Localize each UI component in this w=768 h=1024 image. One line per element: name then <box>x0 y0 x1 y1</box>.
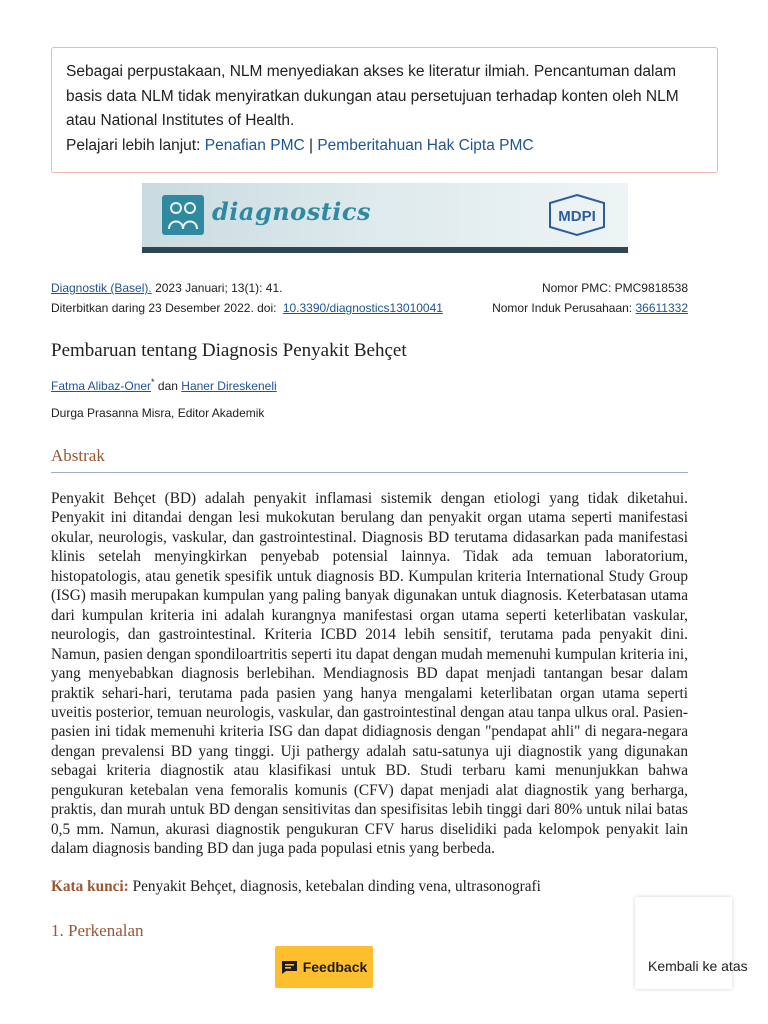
disclaimer-notice <box>51 47 718 173</box>
mdpi-logo-icon <box>546 193 608 237</box>
journal-link[interactable]: Diagnostik (Basel). <box>51 281 152 295</box>
learn-more-label: Pelajari lebih lanjut: <box>66 136 201 154</box>
back-to-top-label: Kembali ke atas <box>648 958 748 974</box>
section-heading-introduction: 1. Perkenalan <box>51 921 144 940</box>
journal-banner[interactable] <box>142 183 628 253</box>
journal-logo-icon <box>162 195 204 235</box>
keywords-line <box>51 878 688 896</box>
pmc-id: Nomor PMC: PMC9818538 <box>541 281 688 295</box>
published-line <box>51 301 443 315</box>
abstract-heading: Abstrak <box>51 446 688 473</box>
abstract-text: Penyakit Behçet (BD) adalah penyakit inflamasi sistemik dengan etiologi yang tidak diketahui. Penyakit ini ditandai dengan lesi mukokutan berulang dan penyakit organ utama seperti manifestasi okular, neurologis, vaskular, dan gastrointestinal. Diagnosis BD terutama didasarkan pada manifestasi klinis setelah menyingkirkan penyebab potensial lainnya. Tidak ada temuan laboratorium, histopatologis, atau genetik spesifik untuk diagnosis BD. Kumpulan kriteria International Study Group (ISG) masih merupakan kumpulan yang paling banyak digunakan untuk diagnosis. Keterbatasan utama dari kumpulan kriteria ini adalah kurangnya manifestasi organ utama seperti keterlibatan vaskular, neurologis, dan gastrointestinal. Kriteria ICBD 2014 lebih sensitif, terutama pada penyakit dini. Namun, pasien dengan spondiloartritis seperti itu dapat dengan mudah memenuhi kumpulan kriteria ini, yang menyebabkan diagnosis berlebihan. Mendiagnosis BD dapat menjadi tantangan besar dalam praktik sehari-hari, terutama pada pasien yang hanya mengalami keterlibatan organ utama seperti uveitis posterior, temuan neurologis, vaskular, dan gastrointestinal dengan atau tanpa ulkus oral. Pasien-pasien ini tidak memenuhi kriteria ISG dan dapat didiagnosis dengan "pendapat ahli" di negara-negara dengan prevalensi BD yang tinggi. Uji pathergy adalah satu-satunya uji diagnostik yang digunakan sebagai kriteria diagnostik atau klasifikasi untuk BD. Studi terbaru kami menunjukkan bahwa pengukuran ketebalan vena femoralis komunis (CFV) dapat menjadi alat diagnostik yang berharga, praktis, dan murah untuk BD dengan sensitivitas dan spesifisitas lebih tinggi dari 80% untuk nilai batas 0,5 mm. Namun, akurasi diagnostik pengukuran CFV harus diselidiki pada kelompok penyakit lain dalam diagnosis banding BD dan juga pada populasi etnis yang berbeda. <box>51 490 688 858</box>
pmc-disclaimer-link[interactable]: Penafian PMC <box>204 136 305 154</box>
feedback-label: Feedback <box>302 959 368 975</box>
keywords-text: Penyakit Behçet, diagnosis, ketebalan dinding vena, ultrasonografi <box>132 878 541 895</box>
academic-editor: Durga Prasanna Misra, Editor Akademik <box>51 406 265 420</box>
pmid-link[interactable]: 36611332 <box>635 301 688 315</box>
author-link-2[interactable]: Haner Direskeneli <box>181 379 277 393</box>
author-list <box>51 377 277 393</box>
article-title: Pembaruan tentang Diagnosis Penyakit Behçet <box>51 340 407 361</box>
corresponding-mark: * <box>151 377 155 387</box>
pmc-copyright-link[interactable]: Pemberitahuan Hak Cipta PMC <box>317 136 534 154</box>
disclaimer-text: Sebagai perpustakaan, NLM menyediakan akses ke literatur ilmiah. Pencantuman dalam basis data NLM tidak menyiratkan dukungan atau persetujuan terhadap konten oleh NLM atau National Institutes of Health. <box>66 63 679 129</box>
publisher-name: MDPI <box>558 208 596 225</box>
citation-text: 2023 Januari; 13(1): 41. <box>155 281 283 295</box>
pmid-line <box>492 301 688 315</box>
link-separator: | <box>309 136 314 154</box>
published-text: Diterbitkan daring 23 Desember 2022. doi: <box>51 301 277 315</box>
doi-link[interactable]: 10.3390/diagnostics13010041 <box>282 301 443 315</box>
back-to-top-button[interactable] <box>635 897 748 989</box>
pmid-label: Nomor Induk Perusahaan: <box>492 301 633 315</box>
citation-line <box>51 281 282 295</box>
comment-icon <box>281 960 298 975</box>
author-conjunction: dan <box>157 379 178 393</box>
keywords-label: Kata kunci: <box>51 878 129 895</box>
journal-name: diagnostics <box>212 197 372 226</box>
feedback-button[interactable] <box>275 946 373 988</box>
author-link-1[interactable]: Fatma Alibaz-Oner <box>51 379 152 393</box>
